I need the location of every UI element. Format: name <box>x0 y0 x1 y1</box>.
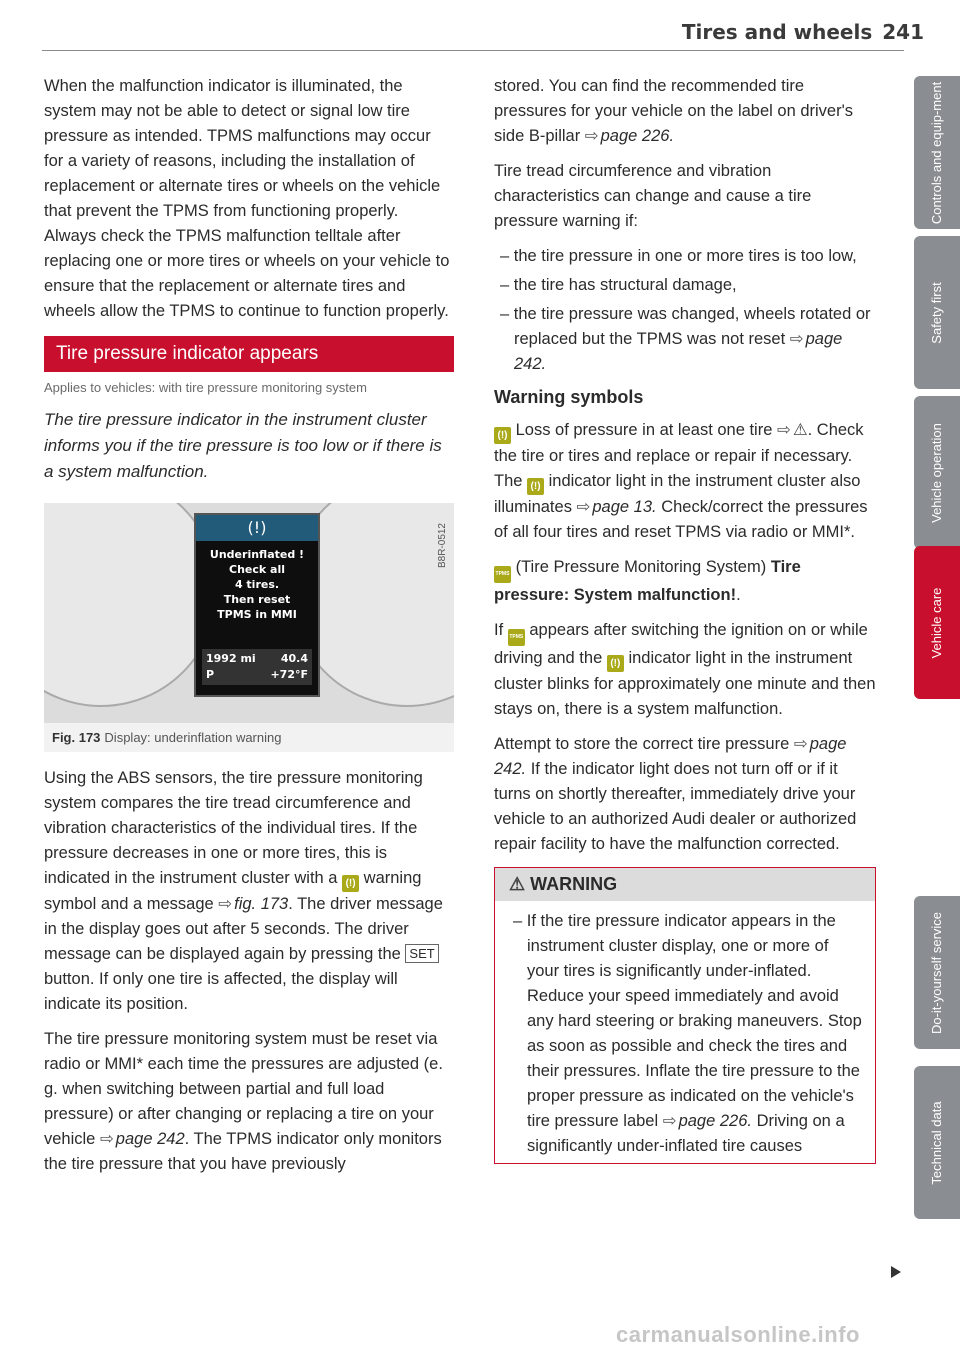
tab-label: Technical data <box>929 1100 944 1185</box>
warning-body <box>495 901 875 1163</box>
text: Attempt to store the correct tire pressure <box>494 735 790 753</box>
figure-caption <box>44 723 454 752</box>
tire-pressure-warning-icon: (!) <box>342 875 359 892</box>
trip-value: 40.4 <box>280 652 308 665</box>
text: stored. You can find the recommended tire pressures for your vehicle on the label on driver's side B-pillar <box>494 77 853 145</box>
text: indicator light in the instrument cluster blinks for approximately one minute and then stays on, there is a system malfunction. <box>494 649 876 718</box>
text: . Check the tire or tires and replace or repair if necessary. The <box>494 421 864 490</box>
chapter-tab-do-it-yourself[interactable] <box>914 896 960 1049</box>
text: Using the ABS sensors, the tire pressure monitoring system compares the tire tread circumference and vibration characteristics of the individual tires. If the pressure decreases in one or more tires, this is indicated in the instrument cluster with a <box>44 769 423 887</box>
outside-temperature: +72°F <box>270 668 308 681</box>
chapter-tab-safety[interactable] <box>914 236 960 389</box>
set-button-key: SET <box>405 944 438 963</box>
text: – the tire pressure was changed, wheels rotated or replaced but the TPMS was not reset <box>500 305 871 348</box>
text: Driving on a significantly under-inflated tire causes <box>527 1112 845 1155</box>
text: If <box>494 621 504 639</box>
ref-text: page 226. <box>678 1112 752 1130</box>
cluster-display <box>194 513 320 697</box>
ref-text: page 242 <box>115 1130 185 1148</box>
tpms-icon: TPMS <box>508 629 525 646</box>
list-item: – the tire pressure in one or more tires is too low, <box>500 247 857 265</box>
subheading: Warning symbols <box>494 387 644 407</box>
warning-heading <box>495 868 875 901</box>
ref-text: page 242. <box>494 735 847 778</box>
warning-title: WARNING <box>530 874 618 894</box>
odometer-unit: mi <box>240 652 256 665</box>
warning-item <box>507 909 863 1159</box>
ref-arrow-icon: ⇨ <box>576 498 591 516</box>
tire-pressure-warning-icon: (!) <box>494 427 511 444</box>
malfunction-message: Tire pressure: System malfunction! <box>494 558 801 604</box>
ref-arrow-icon: ⇨ <box>662 1112 677 1130</box>
paragraph <box>494 74 876 149</box>
chapter-title: Tires and wheels <box>681 20 873 44</box>
text: . <box>736 586 741 604</box>
header-rule <box>42 50 904 51</box>
text: warning symbol and a message <box>44 869 422 913</box>
tire-pressure-icon: (!) <box>196 515 318 541</box>
ref-text: page 13. <box>592 498 657 516</box>
trip-info <box>202 649 312 685</box>
paragraph <box>494 418 876 545</box>
odometer: 1992 <box>206 652 237 665</box>
ref-text: page 242. <box>514 330 843 373</box>
cross-reference-link[interactable] <box>100 1130 185 1148</box>
ref-arrow-icon: ⇨ <box>777 421 791 439</box>
chapter-tab-vehicle-operation[interactable] <box>914 396 960 549</box>
display-line: TPMS in MMI <box>217 608 297 621</box>
paragraph <box>494 618 876 722</box>
list-item <box>494 302 876 377</box>
tab-label: Vehicle operation <box>929 422 944 523</box>
warning-triangle-icon: ⚠ <box>509 874 526 894</box>
paragraph <box>494 732 876 857</box>
cross-reference-link[interactable] <box>577 498 657 516</box>
text: If the indicator light does not turn off or if it turns on shortly thereafter, immediately drive your vehicle to an authorized Audi dealer or authorized repair facility to have the malfunction corrected. <box>494 760 857 853</box>
display-line: Underinflated ! <box>209 548 305 561</box>
ref-text: fig. 173 <box>234 895 289 913</box>
tab-label: Vehicle care <box>929 587 944 658</box>
tpms-icon: TPMS <box>494 566 511 583</box>
page-number: 241 <box>882 20 924 44</box>
text: . The driver message in the display goes out after 5 seconds. The driver message can be displayed again by pressing the <box>44 895 443 963</box>
display-line: Then reset <box>223 593 291 606</box>
applies-to-note: Applies to vehicles: with tire pressure monitoring system <box>44 380 367 395</box>
watermark: carmanualsonline.info <box>616 1322 860 1347</box>
left-column <box>44 74 454 1187</box>
text: indicator light in the instrument cluster also illuminates <box>494 472 861 516</box>
section-heading: Tire pressure indicator appears <box>44 336 454 372</box>
text: Loss of pressure in at least one tire <box>515 421 773 439</box>
tab-label: Do-it-yourself service <box>929 911 944 1034</box>
cross-reference-link[interactable] <box>663 1112 752 1130</box>
paragraph <box>494 555 876 608</box>
gear-indicator: P <box>206 668 215 681</box>
cross-reference-link[interactable] <box>585 127 674 145</box>
text: . The TPMS indicator only monitors the tire pressure that you have previously <box>44 1130 442 1173</box>
running-head <box>682 20 924 44</box>
cross-reference-link[interactable] <box>218 895 288 913</box>
text: Check/correct the pressures of all four tires and reset TPMS via radio or MMI*. <box>494 498 868 541</box>
chapter-tab-controls[interactable] <box>914 76 960 229</box>
ref-arrow-icon: ⇨ <box>584 127 599 145</box>
text: The tire pressure monitoring system must be reset via radio or MMI* each time the pressures are adjusted (e. g. when switching between partial and full load pressure) or after changing or replacing a tire on your vehicle <box>44 1030 443 1148</box>
tab-label: Safety first <box>929 281 944 344</box>
text: appears after switching the ignition on or while driving and the <box>494 621 868 667</box>
text: button. If only one tire is affected, the display will indicate its position. <box>44 970 398 1013</box>
warning-triangle-icon: ⚠ <box>792 421 808 439</box>
figure-instrument-cluster <box>44 503 454 723</box>
figure-label: Fig. 173 <box>52 730 101 745</box>
right-column <box>494 74 876 1164</box>
paragraph <box>44 1027 454 1177</box>
display-line: Check all <box>229 563 285 576</box>
paragraph: When the malfunction indicator is illuminated, the system may not be able to detect or signal low tire pressure as intended. TPMS malfunctions may occur for a variety of reasons, including the installation of replacement or alternate tires or wheels on the vehicle that prevent the TPMS from functioning properly. Always check the TPMS malfunction telltale after replacing one or more tires or wheels on your vehicle to ensure that the replacement or alternate tires and wheels allow the TPMS to continue to function properly. <box>44 77 450 320</box>
chapter-tab-vehicle-care[interactable] <box>914 546 960 699</box>
display-line: 4 tires. <box>234 578 280 591</box>
text: (Tire Pressure Monitoring System) <box>515 558 767 576</box>
ref-arrow-icon: ⇨ <box>789 330 804 348</box>
text: – If the tire pressure indicator appears in the instrument cluster display, one or more of your tires is significantly under-inflated. Reduce your speed immediately and avoid any hard steering or braking maneuvers. Stop as soon as possible and check the tires and their pressures. Inflate the tire pressure to the proper pressure as indicated on the vehicle's tire pressure label <box>513 912 862 1130</box>
warning-box <box>494 867 876 1164</box>
paragraph: Tire tread circumference and vibration characteristics can change and cause a tire pressure warning if: <box>494 162 812 230</box>
ref-text: page 226. <box>600 127 675 145</box>
ref-arrow-icon: ⇨ <box>218 895 233 913</box>
left-gauge <box>44 503 218 707</box>
tire-pressure-warning-icon: (!) <box>527 478 544 495</box>
chapter-tab-technical-data[interactable] <box>914 1066 960 1219</box>
figure-caption-text: Display: underinflation warning <box>104 730 282 745</box>
ref-arrow-icon: ⇨ <box>99 1130 114 1148</box>
paragraph <box>44 766 454 1017</box>
tab-label: Controls and equip-ment <box>929 81 944 224</box>
ref-arrow-icon: ⇨ <box>793 735 808 753</box>
section-intro: The tire pressure indicator in the instrument cluster informs you if the tire pressure is too low or if there is a system malfunction. <box>44 410 442 481</box>
list-item: – the tire has structural damage, <box>500 276 737 294</box>
figure-code: B8R-0512 <box>437 523 448 569</box>
continued-arrow-icon <box>891 1266 901 1278</box>
tire-pressure-warning-icon: (!) <box>607 655 624 672</box>
